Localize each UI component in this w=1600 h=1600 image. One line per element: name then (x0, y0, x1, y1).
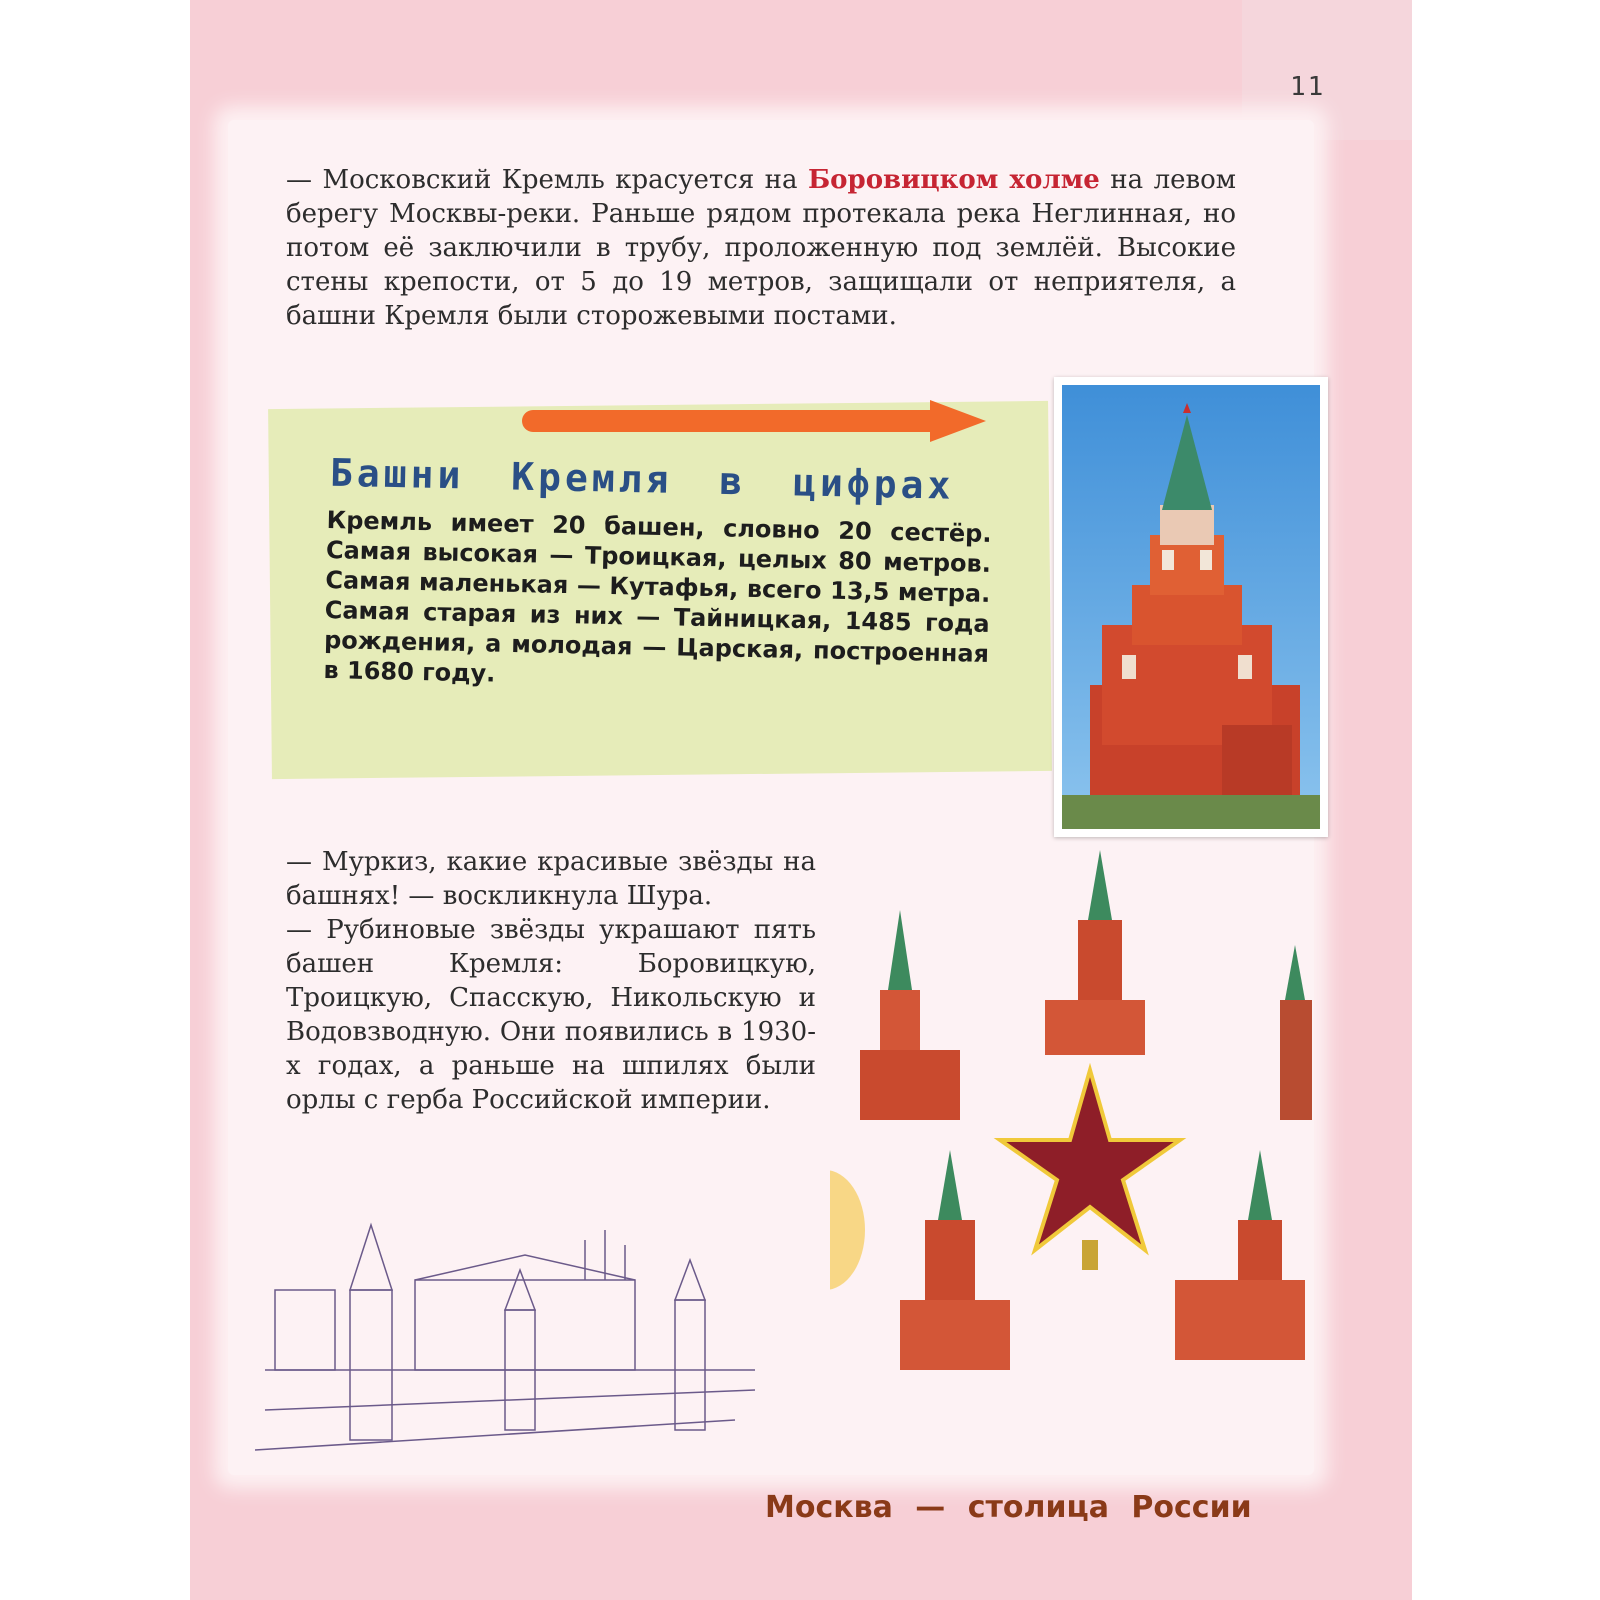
info-box-title: Башни Кремля в цифрах (329, 450, 955, 508)
dialog-paragraph-1: — Муркиз, какие красивые звёзды на башнях! — воскликнула Шура. (286, 847, 816, 911)
kremlin-sketch (255, 1220, 775, 1480)
footer-title: Москва — столица России (765, 1490, 1252, 1525)
tower-illustration-3 (1280, 945, 1312, 1120)
page-number: 11 (1290, 72, 1326, 102)
info-box-text: Кремль имеет 20 башен, словно 20 сестёр. Самая высокая — Троицкая, целых 80 метров. Самая маленькая — Кутафья, всего 13,5 метра. Самая старая из них — Тайницкая, 1485 года рождения, а молодая — Царская, построенная в 1680 году. (323, 506, 992, 688)
arrow-bar (522, 410, 952, 432)
ruby-star-icon (1000, 1070, 1180, 1270)
tower-photo-image (1062, 385, 1320, 829)
tower-illustration-2 (1045, 850, 1145, 1055)
arrow-head-icon (930, 400, 986, 442)
tower-illustration-1 (860, 910, 960, 1120)
intro-paragraph (286, 163, 1236, 333)
tower-illustration-4 (900, 1150, 1010, 1370)
troitskaya-tower-photo (1054, 377, 1328, 837)
yellow-arrow-icon (830, 1170, 865, 1290)
intro-suffix: на левом берегу Москвы-реки. Раньше рядом протекала река Неглинная, но потом её заключили в трубу, проложенную под землёй. Высокие стены крепости, от 5 до 19 метров, защищали от неприятеля, а башни Кремля были сторожевыми постами. (286, 165, 1237, 331)
intro-highlight: Боровицком холме (807, 165, 1100, 195)
dialog-paragraph-2: — Рубиновые звёзды украшают пять башен Кремля: Боровицкую, Троицкую, Спасскую, Никольскую и Водовзводную. Они появились в 1930-х годах, а раньше на шпилях были орлы с герба Российской империи. (286, 915, 816, 1115)
intro-prefix: — Московский Кремль красуется на (286, 165, 808, 195)
tower-illustration-5 (1175, 1150, 1305, 1360)
tower-illustrations (830, 850, 1350, 1410)
page-corner-tab (1242, 0, 1412, 140)
dialog-text (286, 845, 816, 1117)
